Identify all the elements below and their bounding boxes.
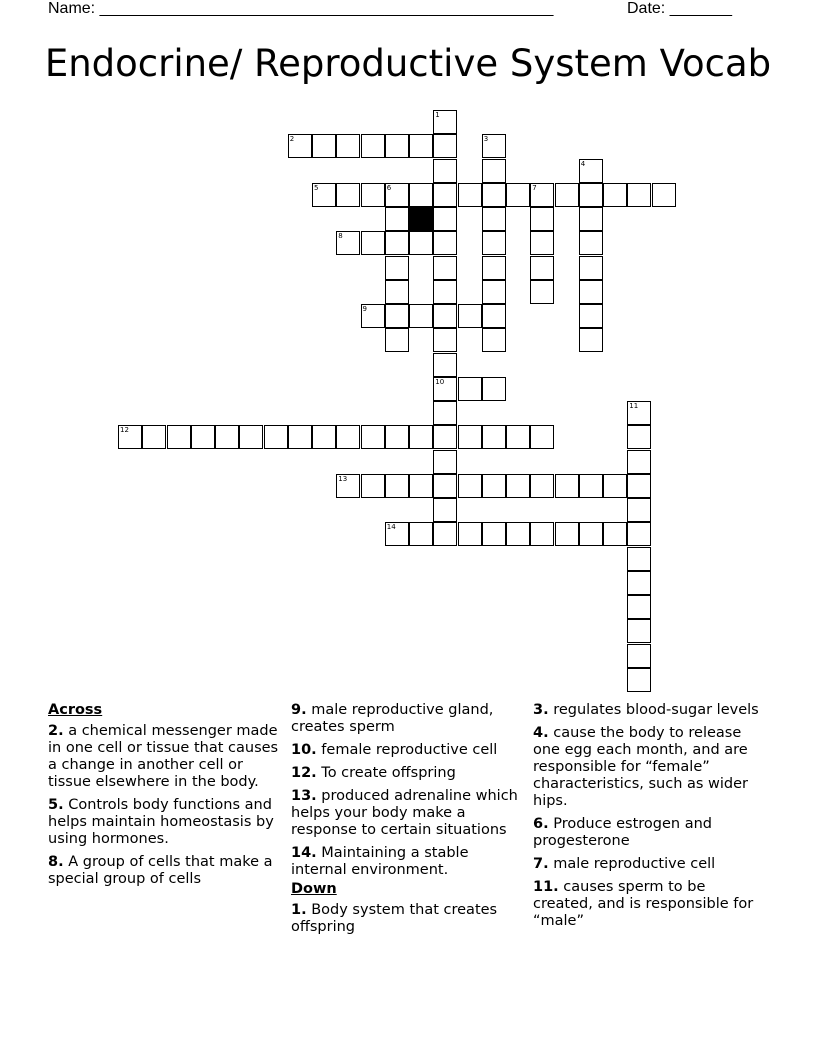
page-title: Endocrine/ Reproductive System Vocab [44,42,772,85]
clue-down-3: 3. regulates blood-sugar levels [533,702,759,718]
crossword-cell[interactable] [385,256,409,280]
crossword-cell[interactable] [118,425,142,449]
crossword-cell[interactable] [627,619,651,643]
clue-across-8: 8. A group of cells that make a special group of cells [48,854,273,887]
crossword-cell[interactable] [433,280,457,304]
crossword-cell[interactable] [579,280,603,304]
crossword-cell[interactable] [579,231,603,255]
clue-across-14: 14. Maintaining a stable internal environment. [291,845,469,878]
crossword-cell[interactable] [579,328,603,352]
crossword-cell[interactable] [627,425,651,449]
crossword-cell[interactable] [603,474,627,498]
crossword-cell[interactable] [264,425,288,449]
crossword-cell[interactable] [579,159,603,183]
clues-column-2 [291,702,523,942]
crossword-cell[interactable] [530,522,554,546]
crossword-cell[interactable] [409,183,433,207]
crossword-cell[interactable] [433,159,457,183]
crossword-cell[interactable] [312,134,336,158]
clue-across-13: 13. produced adrenaline which helps your body make a response to certain situations [291,788,518,838]
crossword-cell[interactable] [433,450,457,474]
crossword-cell[interactable] [458,474,482,498]
crossword-cell[interactable] [627,644,651,668]
crossword-cell[interactable] [627,401,651,425]
clue-down-7: 7. male reproductive cell [533,856,716,872]
crossword-cell[interactable] [603,522,627,546]
crossword-cell[interactable] [530,474,554,498]
crossword-cell[interactable] [215,425,239,449]
crossword-cell[interactable] [409,474,433,498]
crossword-cell[interactable] [627,571,651,595]
crossword-cell[interactable] [482,425,506,449]
crossword-cell[interactable] [530,425,554,449]
crossword-cell[interactable] [482,522,506,546]
crossword-cell[interactable] [530,256,554,280]
crossword-cell[interactable] [530,280,554,304]
crossword-cell[interactable] [167,425,191,449]
crossword-cell[interactable] [433,328,457,352]
crossword-cell[interactable] [627,668,651,692]
crossword-cell[interactable] [336,425,360,449]
crossword-cell[interactable] [336,231,360,255]
crossword-cell[interactable] [385,474,409,498]
crossword-cell[interactable] [506,183,530,207]
crossword-cell[interactable] [579,183,603,207]
crossword-cell[interactable] [385,304,409,328]
date-field[interactable] [627,0,732,18]
clue-across-10: 10. female reproductive cell [291,742,498,758]
crossword-cell[interactable] [433,110,457,134]
clues-column-3 [533,702,768,936]
crossword-cell[interactable] [482,304,506,328]
clue-number: 12 [120,426,129,435]
clue-across-12: 12. To create offspring [291,765,456,781]
crossword-cell[interactable] [409,425,433,449]
clue-number: 5 [314,183,319,192]
crossword-cell[interactable] [239,425,263,449]
crossword-cell[interactable] [482,474,506,498]
crossword-cell[interactable] [579,304,603,328]
crossword-cell[interactable] [191,425,215,449]
crossword-cell[interactable] [627,595,651,619]
clue-number: 13 [338,474,348,483]
crossword-cell[interactable] [579,522,603,546]
clue-number: 3 [483,135,489,144]
crossword-cell[interactable] [361,474,385,498]
crossword-cell[interactable] [506,474,530,498]
crossword-cell[interactable] [482,207,506,231]
crossword-cell[interactable] [409,522,433,546]
clue-down-1: 1. Body system that creates offspring [291,902,498,935]
clue-across-5: 5. Controls body functions and helps maintain homeostasis by using hormones. [48,797,274,847]
crossword-cell[interactable] [433,425,457,449]
name-line[interactable]: ___________________________________________________ [99,0,554,17]
crossword-cell[interactable] [385,207,409,231]
crossword-cell[interactable] [361,183,385,207]
crossword-cell[interactable] [336,134,360,158]
crossword-cell[interactable] [433,183,457,207]
crossword-cell[interactable] [627,474,651,498]
clue-number: 9 [362,305,367,313]
crossword-cell[interactable] [361,425,385,449]
clue-number: 6 [386,183,392,192]
clue-down-11: 11. causes sperm to be created, and is responsible for “male” [533,879,754,929]
crossword-cell[interactable] [627,547,651,571]
crossword-cell[interactable] [627,183,651,207]
down-heading: Down [291,881,337,897]
crossword-cell[interactable] [385,425,409,449]
crossword-cell[interactable] [482,159,506,183]
crossword-cell[interactable] [627,450,651,474]
crossword-cell[interactable] [482,280,506,304]
crossword-cell[interactable] [482,256,506,280]
crossword-cell[interactable] [288,134,312,158]
crossword-cell[interactable] [312,183,336,207]
crossword-cell[interactable] [433,377,457,401]
crossword-cell[interactable] [433,231,457,255]
crossword-cell[interactable] [433,401,457,425]
crossword-cell[interactable] [603,183,627,207]
name-field[interactable] [48,0,553,18]
across-heading: Across [48,702,103,718]
crossword-cell[interactable] [385,231,409,255]
crossword-cell[interactable] [482,134,506,158]
crossword-cell[interactable] [433,207,457,231]
crossword-cell[interactable] [530,207,554,231]
crossword-cell[interactable] [482,231,506,255]
crossword-cell[interactable] [555,474,579,498]
crossword-cell[interactable] [385,280,409,304]
crossword-cell[interactable] [627,522,651,546]
crossword-cell[interactable] [482,377,506,401]
date-label: Date: [627,0,666,17]
crossword-cell[interactable] [458,304,482,328]
crossword-cell[interactable] [433,522,457,546]
crossword-cell[interactable] [458,522,482,546]
crossword-cell[interactable] [142,425,166,449]
crossword-cell[interactable] [385,134,409,158]
crossword-cell[interactable] [385,522,409,546]
crossword-cell[interactable] [433,353,457,377]
clue-across-2: 2. a chemical messenger made in one cell or tissue that causes a change in another cell or tissue elsewhere in the body. [48,723,279,790]
crossword-cell[interactable] [409,231,433,255]
crossword-cell[interactable] [627,498,651,522]
clue-number: 7 [532,183,537,192]
clue-number: 10 [435,377,445,386]
crossword-cell[interactable] [555,522,579,546]
clue-number: 1 [435,111,440,119]
crossword-cell[interactable] [288,425,312,449]
crossword-cell[interactable] [506,425,530,449]
clue-down-6: 6. Produce estrogen and progesterone [533,816,712,849]
crossword-block [409,207,433,231]
crossword-cell[interactable] [409,134,433,158]
crossword-cell[interactable] [530,183,554,207]
crossword-cell[interactable] [361,134,385,158]
crossword-cell[interactable] [433,498,457,522]
crossword-cell[interactable] [361,231,385,255]
crossword-cell[interactable] [361,304,385,328]
crossword-cell[interactable] [579,474,603,498]
crossword-cell[interactable] [336,183,360,207]
crossword-cell[interactable] [312,425,336,449]
clue-number: 2 [289,135,295,144]
crossword-cell[interactable] [482,328,506,352]
crossword-cell[interactable] [458,377,482,401]
clue-number: 14 [386,523,396,532]
crossword-cell[interactable] [458,183,482,207]
crossword-cell[interactable] [385,183,409,207]
crossword-cell[interactable] [458,425,482,449]
clues-column-1 [48,702,280,894]
crossword-cell[interactable] [385,328,409,352]
crossword-cell[interactable] [433,134,457,158]
crossword-cell[interactable] [336,474,360,498]
crossword-cell[interactable] [652,183,676,207]
crossword-cell[interactable] [506,522,530,546]
crossword-cell[interactable] [433,304,457,328]
crossword-cell[interactable] [433,256,457,280]
crossword-cell[interactable] [530,231,554,255]
crossword-cell[interactable] [555,183,579,207]
crossword-cell[interactable] [579,207,603,231]
clue-number: 4 [580,159,586,168]
crossword-cell[interactable] [409,304,433,328]
crossword-cell[interactable] [579,256,603,280]
date-line[interactable]: _______ [669,0,732,17]
clue-number: 11 [629,402,639,410]
name-label: Name: [48,0,96,17]
clue-number: 8 [338,232,343,241]
crossword-cell[interactable] [482,183,506,207]
clue-across-9: 9. male reproductive gland, creates sperm [291,702,494,735]
crossword-cell[interactable] [433,474,457,498]
clue-down-4: 4. cause the body to release one egg each month, and are responsible for “female” characteristics, such as wider hips. [533,725,749,809]
